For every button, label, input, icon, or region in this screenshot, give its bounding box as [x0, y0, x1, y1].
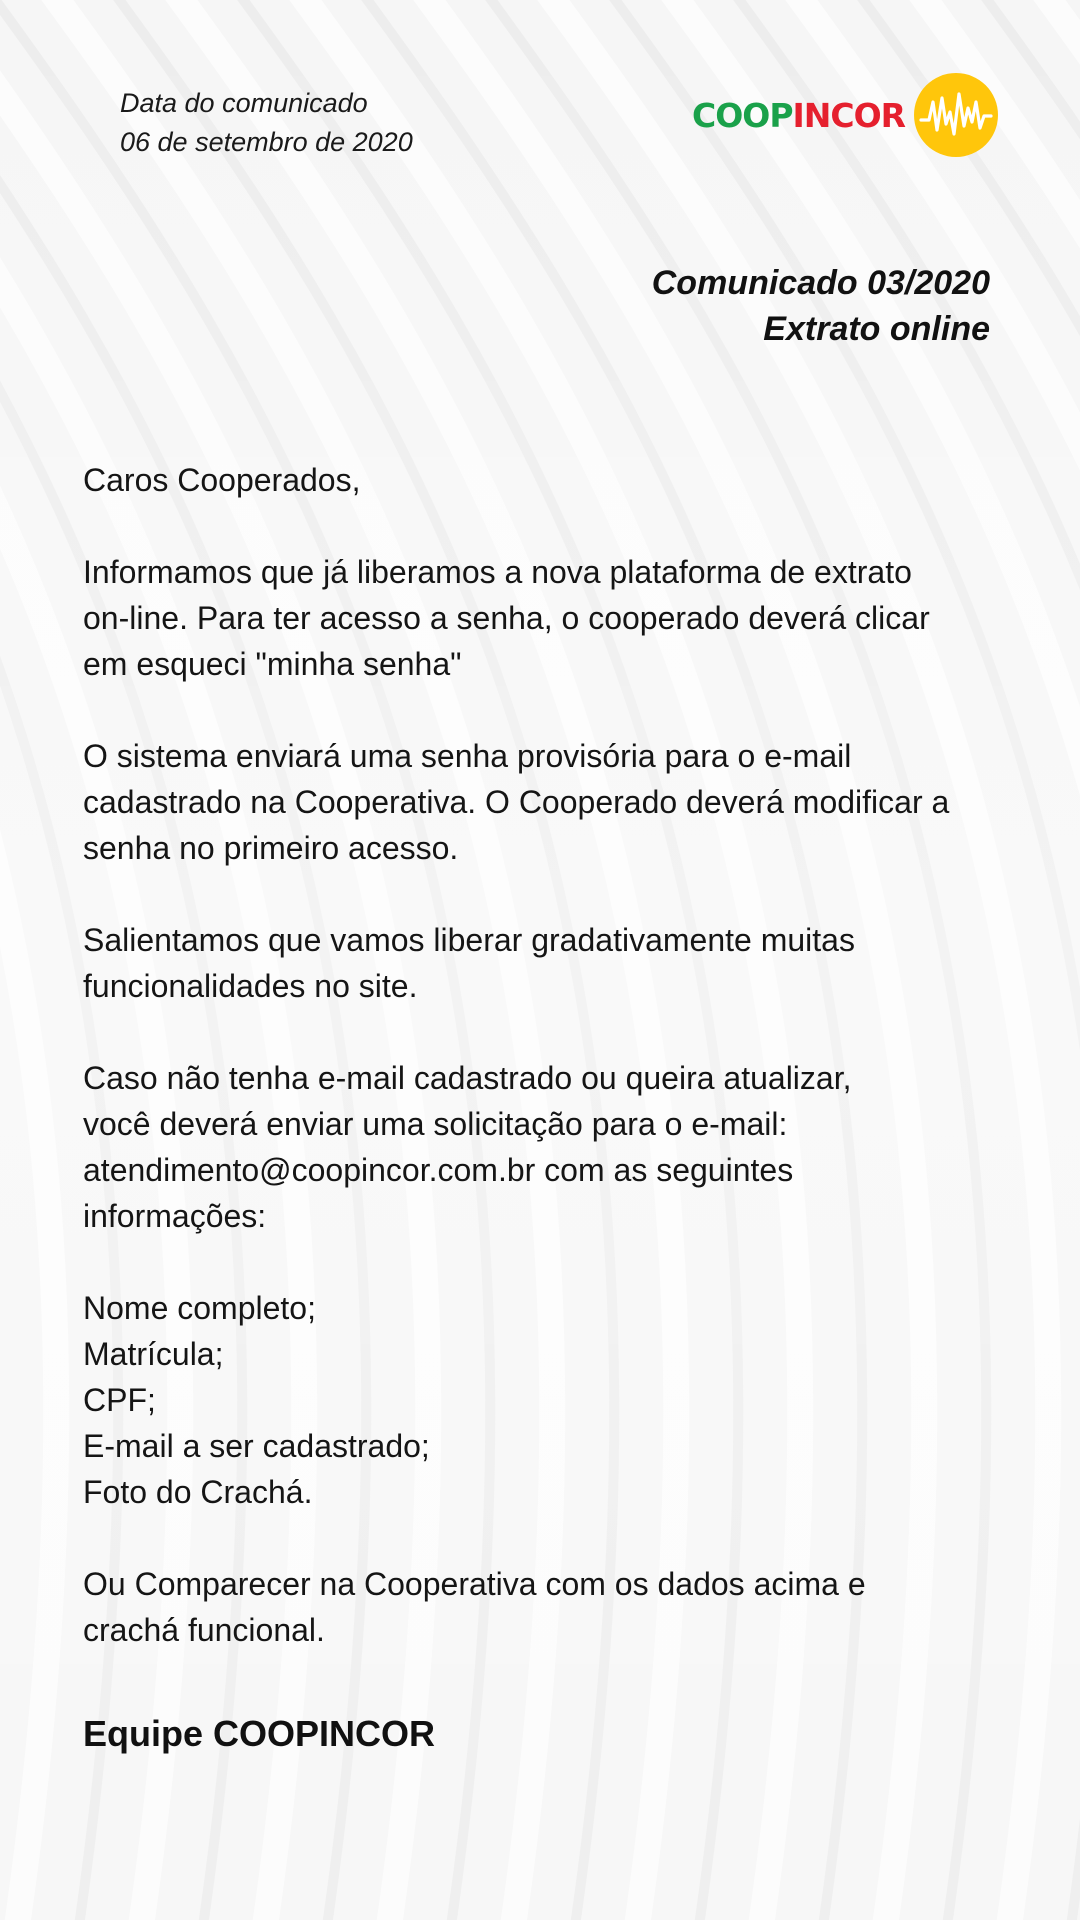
paragraph-line: você deverá enviar uma solicitação para o e-mail: — [83, 1106, 788, 1142]
paragraph-line: Informamos que já liberamos a nova plataforma de extrato — [83, 554, 912, 590]
paragraph-line: Caso não tenha e-mail cadastrado ou queira atualizar, — [83, 1060, 852, 1096]
list-item: Foto do Crachá. — [83, 1474, 313, 1510]
logo-text-coop: COOP — [692, 95, 793, 135]
paragraph-line: Salientamos que vamos liberar gradativamente muitas — [83, 922, 855, 958]
heartbeat-pulse-icon — [913, 72, 999, 158]
paragraph-line: on-line. Para ter acesso a senha, o cooperado deverá clicar — [83, 600, 930, 636]
list-item: CPF; — [83, 1382, 156, 1418]
list-item: E-mail a ser cadastrado; — [83, 1428, 430, 1464]
paragraph-line: atendimento@coopincor.com.br com as seguintes — [83, 1152, 794, 1188]
greeting: Caros Cooperados, — [83, 462, 361, 498]
title-subject: Extrato online — [763, 310, 990, 348]
paragraph-5 — [83, 1561, 1033, 1653]
title-number: Comunicado 03/2020 — [651, 264, 990, 302]
logo-text-incor: INCOR — [792, 95, 906, 135]
paragraph-2 — [83, 733, 1033, 871]
paragraph-3 — [83, 917, 1033, 1009]
paragraph-line: cadastrado na Cooperativa. O Cooperado deverá modificar a — [83, 784, 950, 820]
paragraph-line: Ou Comparecer na Cooperativa com os dados acima e — [83, 1566, 866, 1602]
paragraph-line: O sistema enviará uma senha provisória para o e-mail — [83, 738, 852, 774]
paragraph-line: senha no primeiro acesso. — [83, 830, 459, 866]
signature: Equipe COOPINCOR — [83, 1713, 436, 1754]
paragraph-line: crachá funcional. — [83, 1612, 325, 1648]
paragraph-line: informações: — [83, 1198, 267, 1234]
paragraph-4 — [83, 1055, 1033, 1239]
required-info-list — [83, 1285, 1033, 1515]
list-item: Nome completo; — [83, 1290, 316, 1326]
date-label: Data do comunicado — [120, 88, 368, 118]
paragraph-line: funcionalidades no site. — [83, 968, 418, 1004]
coopincor-logo — [692, 70, 1002, 160]
date-value: 06 de setembro de 2020 — [120, 127, 413, 157]
logo-wordmark — [692, 96, 905, 135]
announcement-body — [83, 457, 1033, 1757]
announcement-title — [652, 260, 990, 352]
list-item: Matrícula; — [83, 1336, 224, 1372]
paragraph-line: em esqueci "minha senha" — [83, 646, 462, 682]
announcement-date — [120, 84, 413, 162]
paragraph-1 — [83, 549, 1033, 687]
